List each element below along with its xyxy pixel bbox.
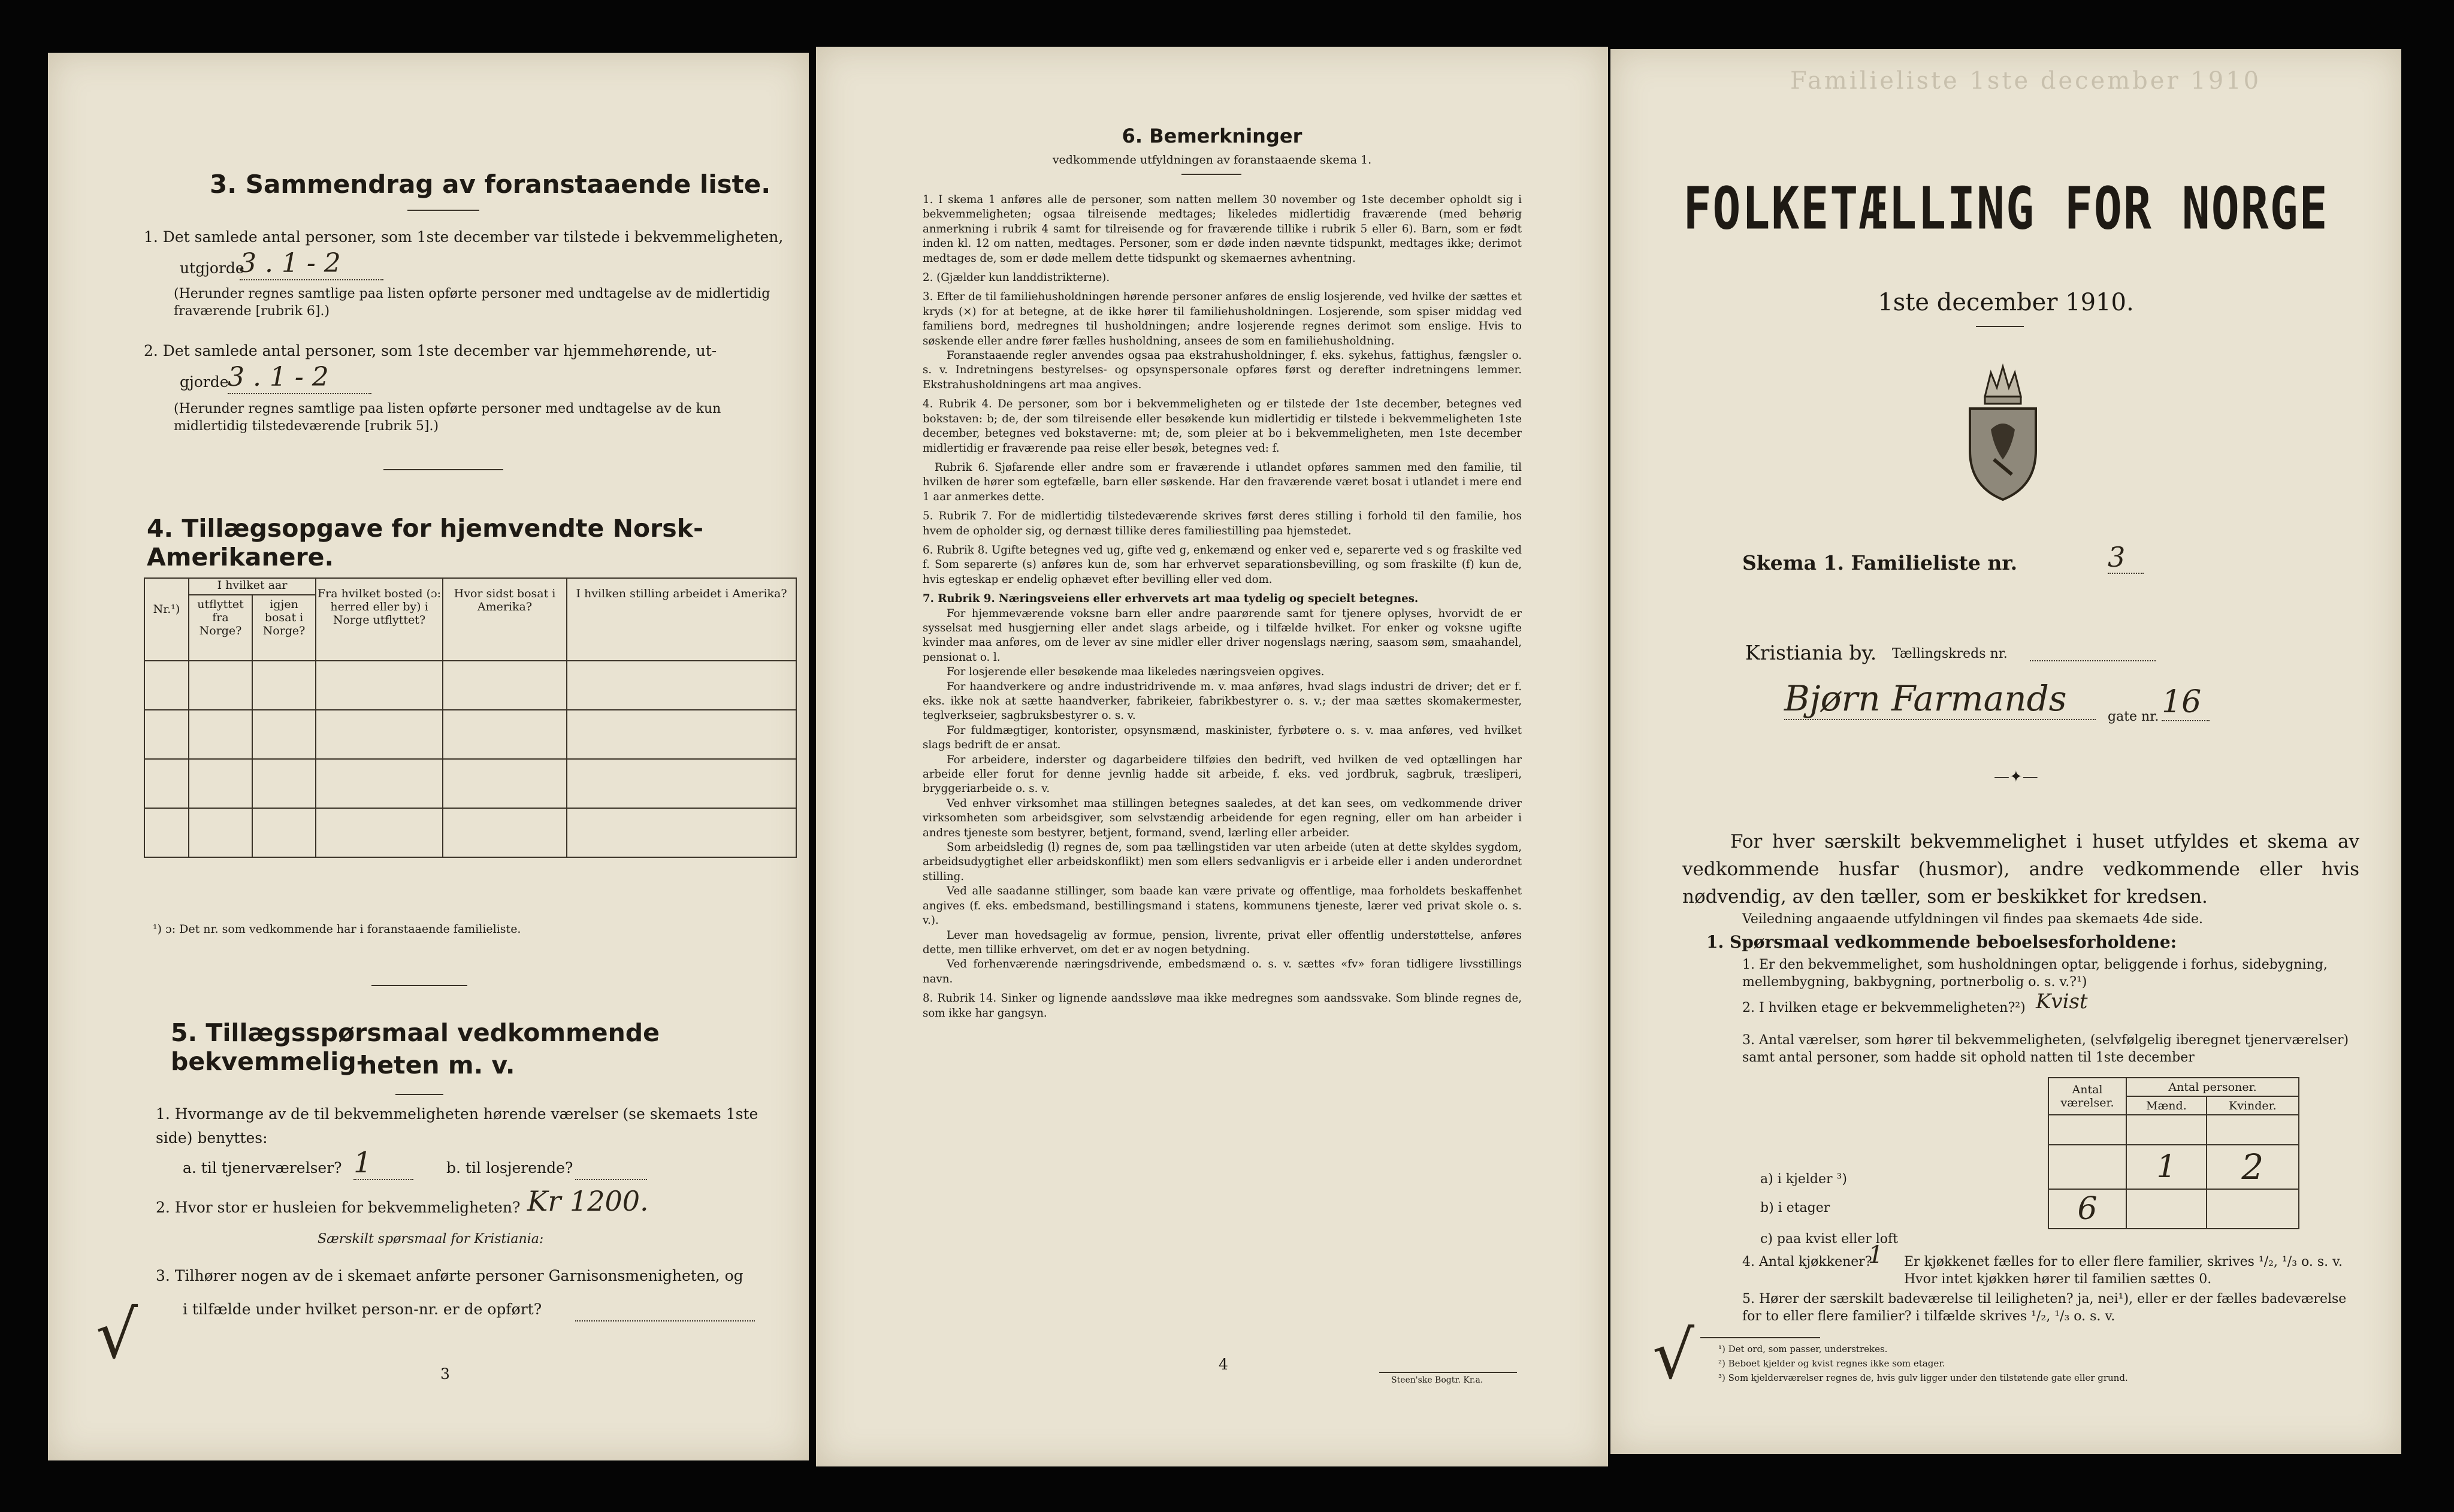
remark-item: 2. (Gjælder kun landdistrikterne).	[923, 271, 1110, 285]
skema-label: Skema 1. Familieliste nr.	[1742, 551, 2018, 574]
remark-item: 8. Rubrik 14. Sinker og lignende aandssløve maa ikke medregnes som aandssvake. Som blinde regnes de, som ikke har gangsyn.	[923, 992, 1522, 1020]
s3-q2-prefix: gjorde	[180, 373, 229, 391]
col-year-group: I hvilket aar	[189, 579, 315, 595]
s5-q1a-answer: 1	[353, 1147, 413, 1180]
col-men: Mænd.	[2126, 1096, 2207, 1115]
remark-item: Foranstaaende regler anvendes ogsaa paa ekstrahusholdninger, f. eks. sykehus, fattighus, fængsler o. s. v. Indretningens bestyrelses- og opsynspersonale opføres først og derefter indretningens lemmer. Ekstrahusholdningens art maa angives.	[923, 349, 1522, 391]
footnote: ¹) Det ord, som passer, understrekes.	[1718, 1344, 1888, 1354]
remark-item: 5. Rubrik 7. For de midlertidig tilstedeværende skrives først deres stilling i forhold til den familie, hos hvem de opholder sig, og dernæst tillike deres familiestilling paa hjemstedet.	[923, 510, 1522, 537]
remarks-title: 6. Bemerkninger	[1122, 125, 1302, 147]
col-position: I hvilken stilling arbeidet i Amerika?	[567, 578, 796, 661]
table-row	[2048, 1189, 2299, 1229]
remark-item: Ved enhver virksomhet maa stillingen betegnes saaledes, at det kan sees, om vedkommende driver virksomheten som arbeidsgiver, som selvstændig arbeidende for egen regning, eller om han arbeider i andres tjeneste som bestyrer, betjent, formand, svend, lærling eller arbeider.	[923, 797, 1522, 839]
faded-bleedthrough: Familieliste 1ste december 1910	[1790, 67, 2262, 95]
right-page	[1610, 49, 2401, 1454]
norsk-amerikanere-table	[144, 577, 797, 858]
q1-text: 1. Er den bekvemmelighet, som husholdningen optar, beliggende i forhus, sidebygning, mellembygning, bakbygning, portnerbolig o. s. v.?¹)	[1742, 957, 2328, 990]
s5-q1-text: 1. Hvormange av de til bekvemmeligheten hørende værelser (se skemaets 1ste side) benyttes:	[156, 1105, 758, 1147]
city-label: Kristiania by.	[1745, 641, 1877, 664]
section-4-title: 4. Tillægsopgave for hjemvendte Norsk-Amerikanere.	[147, 514, 703, 571]
remark-item: Ved forhenværende næringsdrivende, embedsmænd o. s. v. sættes «fv» foran tidligere livsstillings navn.	[923, 958, 1522, 985]
col-returned: igjen bosat i Norge?	[262, 598, 306, 637]
remark-item: Som arbeidsledig (l) regnes de, som paa tællingstiden var uten arbeide (uten at dette skyldes sygdom, arbeidsudygtighet eller arbeidskonflikt) men som ellers sedvanligvis er i arbeide eller i anden underordnet stilling.	[923, 841, 1522, 883]
s5-q1a: a. til tjenerværelser?	[183, 1159, 342, 1177]
printer-name: Steen'ske Bogtr. Kr.a.	[1391, 1375, 1483, 1385]
coat-of-arms-icon	[1958, 361, 2048, 504]
remarks-subtitle: vedkommende utfyldningen av foranstaaende skema 1.	[1052, 153, 1372, 167]
table-row	[144, 759, 796, 808]
q3-text: 3. Antal værelser, som hører til bekvemmeligheten, (selvfølgelig iberegnet tjenerværelser) samt antal personer, som hadde sit ophold natten til 1ste december	[1742, 1033, 2349, 1065]
b-women: 2	[2207, 1145, 2299, 1189]
gate-number: 16	[2162, 684, 2210, 721]
s3-q1-note: (Herunder regnes samtlige paa listen opførte personer med undtagelse av de midlertidig fraværende [rubrik 6].)	[174, 286, 770, 319]
s5-q3-text-2: i tilfælde under hvilket person-nr. er de opført?	[183, 1301, 542, 1318]
remark-item: For haandverkere og andre industridrivende m. v. maa anføres, hvad slags industri de driver; det er f. eks. ikke nok at sætte haandverker, fabrikeier, fabrikbestyrer o. s. v.; der maa sættes skomakermester, teglverkseier, sagbruksbestyrer o. s. v.	[923, 680, 1522, 722]
s3-q1-prefix: utgjorde	[180, 259, 244, 277]
remark-item: For fuldmægtiger, kontorister, opsynsmænd, maskinister, fyrbøtere o. s. v. maa anføres, ved hvilket slags bedrift de er ansat.	[923, 724, 1522, 752]
check-mark-icon: √	[96, 1296, 138, 1373]
s3-q1-answer: 3 . 1 - 2	[240, 248, 383, 280]
col-emigrated: utflyttet fra Norge?	[189, 595, 253, 660]
s3-q2-text: 2. Det samlede antal personer, som 1ste december var hjemmehørende, ut-	[144, 342, 717, 359]
remark-item: 1. I skema 1 anføres alle de personer, som natten mellem 30 november og 1ste december opholdt sig i bekvemmeligheten; ogsaa tilreisende medtages; likeledes midlertidig fraværende (med behørig anmerkning i rubrik 4 samt for tilreisende og for fraværende tillike i rubrik 5 eller 6). Barn, som er født inden kl. 12 om natten, medtages. Personer, som er døde inden nævnte tidspunkt, medtages ikke; derimot medtages de, som er døde mellem dette tidspunkt og skemaernes avhentning.	[923, 193, 1522, 265]
rooms-table	[2048, 1077, 2299, 1229]
col-women: Kvinder.	[2207, 1096, 2299, 1115]
table-row	[144, 710, 796, 759]
left-page	[48, 53, 809, 1460]
remarks-list	[923, 193, 1522, 1021]
guide-text: Veiledning angaaende utfyldningen vil findes paa skemaets 4de side.	[1742, 912, 2204, 927]
remark-item: For arbeidere, inderster og dagarbeidere tilføies den bedrift, ved hvilken de ved optællingen har arbeide eller forut for denne jevnlig hadde sit arbeide, f. eks. ved jordbruk, sagbruk, træsliperi, bryggeriarbeide o. s. v.	[923, 753, 1522, 796]
q4-rest: Er kjøkkenet fælles for to eller flere familier, skrives ¹/₂, ¹/₃ o. s. v. Hvor intet kjøkken hører til familien sættes 0.	[1904, 1254, 2343, 1287]
check-mark-icon: √	[1652, 1317, 1695, 1393]
table-row	[2048, 1145, 2299, 1189]
page-number: 3	[440, 1365, 450, 1383]
intro-text: For hver særskilt bekvemmelighet i huset utfyldes et skema av vedkommende husfar (husmor), andre vedkommende eller hvis nødvendig, av den tæller, som er beskikket for kredsen.	[1682, 831, 2359, 908]
section-5-title-line2: heten m. v.	[359, 1051, 515, 1079]
col-last: Hvor sidst bosat i Amerika?	[443, 578, 567, 661]
q2-answer: Kvist	[2036, 990, 2088, 1014]
section-5-title-line1: 5. Tillægsspørsmaal vedkommende bekvemmelig-	[171, 1018, 660, 1076]
col-rooms: Antal værelser.	[2048, 1078, 2126, 1115]
document-date: 1ste december 1910.	[1878, 289, 2134, 316]
s5-q2-answer: Kr 1200.	[527, 1185, 649, 1217]
s4-footnote: ¹) ɔ: Det nr. som vedkommende har i foranstaaende familieliste.	[153, 923, 521, 936]
q2-text: 2. I hvilken etage er bekvemmeligheten?²)	[1742, 1000, 2026, 1015]
skema-number: 3	[2108, 542, 2144, 574]
col-from: Fra hvilket bosted (ɔ: herred eller by) i Norge utflyttet?	[316, 578, 443, 661]
row-c-label: c) paa kvist eller loft	[1760, 1232, 1899, 1247]
s5-q3-text-1: 3. Tilhører nogen av de i skemaet anførte personer Garnisonsmenigheten, og	[156, 1267, 744, 1284]
section-1-title: 1. Spørsmaal vedkommende beboelsesforholdene:	[1706, 932, 2177, 952]
row-b-label: b) i etager	[1760, 1200, 1830, 1215]
remark-item: Rubrik 6. Sjøfarende eller andre som er fraværende i utlandet opføres sammen med den familie, til hvilken de hører som egtefælle, barn eller søskende. Har den fraværende været bosat i utlandet i mere end 1 aar anmerkes dette.	[923, 461, 1522, 503]
row-a-label: a) i kjelder ³)	[1760, 1172, 1847, 1187]
footnotes	[1718, 1342, 2128, 1385]
ornament-icon: —✦—	[1994, 768, 2038, 786]
s5-q3-answer-line	[575, 1308, 755, 1322]
s5-special: Særskilt spørsmaal for Kristiania:	[318, 1232, 544, 1247]
s3-q2-answer: 3 . 1 - 2	[228, 362, 371, 394]
remark-item: 6. Rubrik 8. Ugifte betegnes ved ug, gifte ved g, enkemænd og enker ved e, separerte ved s og fraskilte ved f. Som separerte (s) anføres kun de, som har erhvervet separationsbevilling, og som fraskilte (f) kun de, hvis egteskap er endelig ophævet efter bevilling eller ved dom.	[923, 543, 1522, 586]
q5-text: 5. Hører der særskilt badeværelse til leiligheten? ja, nei¹), eller er der fælles badeværelse for to eller flere familier? i tilfælde skrives ¹/₂, ¹/₃ o. s. v.	[1742, 1292, 2347, 1324]
page-number: 4	[1219, 1356, 1228, 1373]
document-title: FOLKETÆLLING FOR NORGE	[1683, 175, 2329, 243]
remark-item: 7. Rubrik 9. Næringsveiens eller erhvervets art maa tydelig og specielt betegnes.	[923, 592, 1419, 606]
col-nr: Nr.¹)	[144, 578, 189, 661]
remark-item: For losjerende eller besøkende maa likeledes næringsveien opgives.	[947, 666, 1325, 679]
footnote: ²) Beboet kjelder og kvist regnes ikke som etager.	[1718, 1358, 1945, 1369]
kreds-label: Tællingskreds nr.	[1892, 646, 2008, 661]
s3-q2-note: (Herunder regnes samtlige paa listen opførte personer med undtagelse av de kun midlertidig tilstedeværende [rubrik 5].)	[174, 401, 721, 434]
gate-label: gate nr.	[2108, 709, 2159, 724]
c-rooms: 6	[2048, 1189, 2126, 1229]
table-row	[144, 661, 796, 710]
s5-q1b-answer-line	[575, 1167, 647, 1180]
table-row	[144, 808, 796, 857]
col-persons: Antal personer.	[2126, 1078, 2299, 1096]
section-3-title: 3. Sammendrag av foranstaaende liste.	[210, 170, 771, 199]
remark-item: Ved alle saadanne stillinger, som baade kan være private og offentlige, maa forholdets beskaffenhet angives (f. eks. embedsmand, bestillingsmand i statens, kommunens tjeneste, lærer ved privat skole o. s. v.).	[923, 885, 1522, 927]
s5-q2-text: 2. Hvor stor er husleien for bekvemmeligheten?	[156, 1199, 521, 1216]
q4-answer: 1	[1868, 1241, 1884, 1269]
remark-item: For hjemmeværende voksne barn eller andre paarørende samt for tjenere oplyses, hvorvidt de er sysselsat med husgjerning eller andet slags arbeide, og i tilfælde hvilket. For enker og voksne ugifte kvinder maa anføres, om de lever av sine midler eller driver nogenslags næring, saasom søm, smaahandel, pensionat o. l.	[923, 607, 1522, 664]
q4-text: 4. Antal kjøkkener?	[1742, 1254, 1872, 1269]
table-row	[2048, 1115, 2299, 1145]
remark-item: 3. Efter de til familiehusholdningen hørende personer anføres de enslig losjerende, ved hvilke der sættes et kryds (×) for at betegne, at de ikke hører til familiehusholdningen. Losjerende, som spiser middag ved familiens bord, medregnes til husholdningen; andre losjerende regnes derimot som enslige. Hvis to søskende eller andre fører fælles husholdning, ansees de som en familiehusholdning.	[923, 291, 1522, 347]
middle-page	[816, 47, 1608, 1466]
footnote: ³) Som kjelderværelser regnes de, hvis gulv ligger under den tilstøtende gate eller grund.	[1718, 1372, 2128, 1383]
s3-q1-text: 1. Det samlede antal personer, som 1ste december var tilstede i bekvemmeligheten,	[144, 228, 784, 246]
street-name: Bjørn Farmands	[1784, 678, 2096, 720]
remark-item: 4. Rubrik 4. De personer, som bor i bekvemmeligheten og er tilstede der 1ste december, betegnes ved bokstaven: b; de, der som tilreisende eller besøkende kun midlertidig er tilstede i bekvemmeligheten 1ste december, betegnes ved bokstaverne: mt; de, som pleier at bo i bekvemmeligheten, men 1ste december midlertidig er fraværende paa reise eller besøk, betegnes ved: f.	[923, 398, 1522, 455]
kreds-line	[2030, 654, 2156, 661]
remark-item: Lever man hovedsagelig av formue, pension, livrente, privat eller offentlig understøttelse, anføres dette, men tillike erhvervet, om det er av nogen betydning.	[923, 929, 1522, 956]
s5-q1b: b. til losjerende?	[446, 1159, 573, 1177]
b-men: 1	[2126, 1145, 2207, 1189]
